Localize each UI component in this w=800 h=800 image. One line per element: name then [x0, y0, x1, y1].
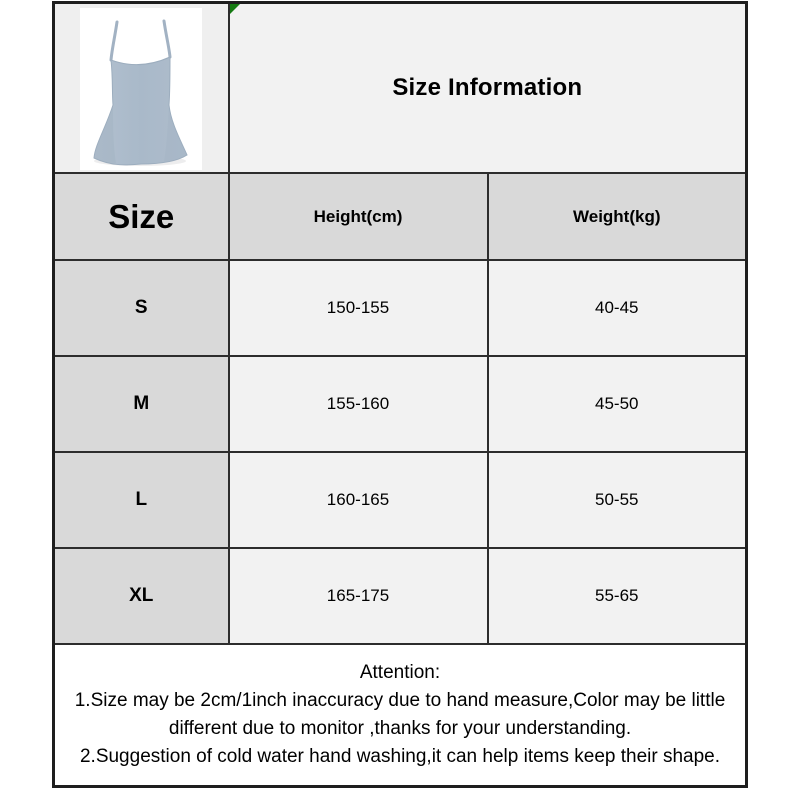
column-header-height: Height(cm) [229, 173, 488, 260]
column-header-size: Size [54, 173, 229, 260]
size-information-table [52, 1, 748, 788]
size-cell: M [54, 356, 229, 452]
weight-cell: 50-55 [488, 452, 747, 548]
attention-cell [54, 644, 747, 787]
size-cell: L [54, 452, 229, 548]
size-cell: S [54, 260, 229, 356]
product-photo [80, 8, 202, 170]
camisole-dress-image [80, 8, 202, 170]
attention-label: Attention: [359, 662, 441, 683]
height-cell: 165-175 [229, 548, 488, 644]
weight-cell: 45-50 [488, 356, 747, 452]
attention-note-2: 2.Suggestion of cold water hand washing,it can help items keep their shape. [79, 746, 721, 767]
size-cell: XL [54, 548, 229, 644]
height-cell: 150-155 [229, 260, 488, 356]
weight-cell: 55-65 [488, 548, 747, 644]
table-row-xl [54, 548, 747, 644]
height-cell: 160-165 [229, 452, 488, 548]
size-information-header-cell [229, 3, 747, 174]
product-photo-cell [54, 3, 229, 174]
attention-note-1: 1.Size may be 2cm/1inch inaccuracy due to hand measure,Color may be little different due to monitor ,thanks for your understanding. [74, 690, 726, 739]
height-cell: 155-160 [229, 356, 488, 452]
column-header-weight: Weight(kg) [488, 173, 747, 260]
green-corner-marker-icon [230, 4, 240, 14]
weight-cell: 40-45 [488, 260, 747, 356]
table-row-m [54, 356, 747, 452]
attention-row [54, 644, 747, 787]
table-row-s [54, 260, 747, 356]
page-title: Size Information [392, 74, 583, 101]
table-row-l [54, 452, 747, 548]
